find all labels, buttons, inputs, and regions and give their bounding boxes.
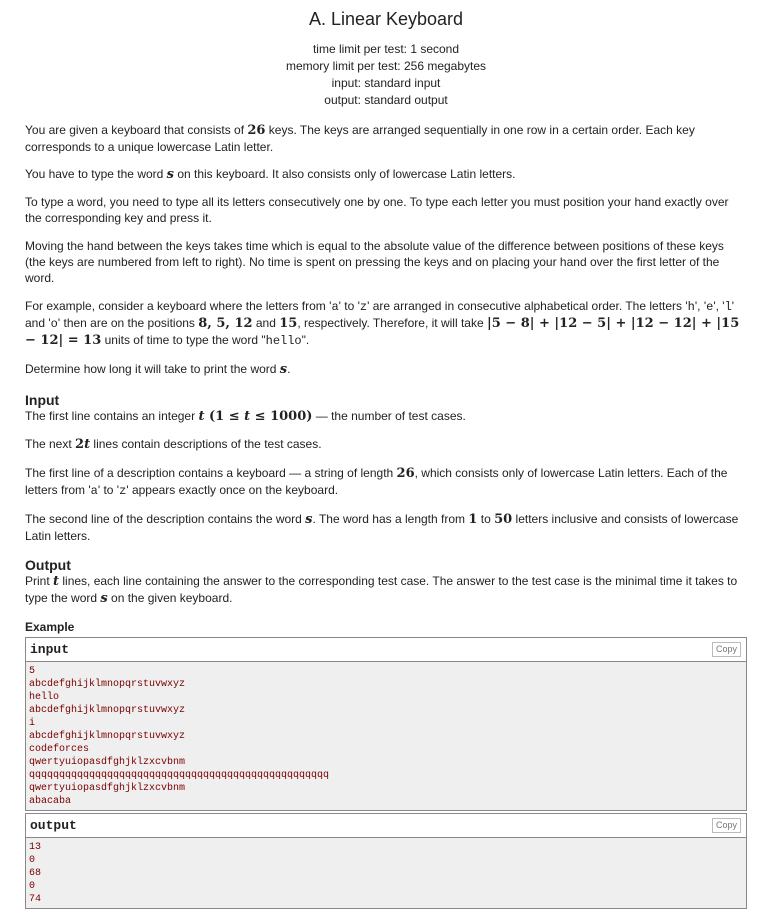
sample-output-label: output — [30, 818, 77, 833]
sample-input-content: 5 abcdefghijklmnopqrstuvwxyz hello abcdefghijklmnopqrstuvwxyz i abcdefghijklmnopqrstuvwxyz codeforces qwertyuiopasdfghjklzxcvbnm qqqqqqqqqqqqqqqqqqqqqqqqqqqqqqqqqqqqqqqqqqqqqqqqqq qwertyuiopasdfghjklzxcvbnm abacaba — [29, 666, 330, 807]
output-file: output: standard output — [324, 93, 448, 107]
legend-paragraph-2: You have to type the word s on this keyboard. It also consists only of lowercase Latin letters. — [25, 167, 516, 182]
output-section-title: Output — [25, 557, 71, 573]
input-paragraph-3: The first line of a description contains a keyboard — a string of length 26, which consists only of lowercase Latin letters. Each of the letters from 'a' to 'z' appears exactly once on the keyboard. — [25, 466, 728, 498]
sample-input-box — [25, 637, 747, 811]
time-limit: time limit per test: 1 second — [312, 42, 460, 56]
legend — [25, 122, 747, 378]
sample-output-header — [26, 814, 746, 838]
sample-input-label: input — [30, 642, 70, 657]
sample-tests — [25, 619, 747, 909]
problem-header — [25, 0, 747, 109]
input-specification — [25, 392, 747, 544]
legend-paragraph-4: Moving the hand between the keys takes time which is equal to the absolute value of the difference between positions of these keys (the keys are numbered from left to right). No time is spent on pressing the keys and on placing your hand over the first letter of the word. — [25, 239, 724, 285]
sample-output-box — [25, 813, 747, 909]
example-title: Example — [25, 620, 75, 634]
legend-paragraph-5: For example, consider a keyboard where the letters from 'a' to 'z' are arranged in consecutive alphabetical order. The letters 'h', 'e', 'l' and 'o' then are on the positions 8, 5, 12 and 15, respectively. Therefore, it will take |5 − 8| + |12 − 5| + |12 − 12| + |15 − 12| = 13 units of time to type the word "hello". — [25, 299, 740, 348]
problem-title: A. Linear Keyboard — [308, 9, 464, 29]
legend-paragraph-1: You are given a keyboard that consists of 26 keys. The keys are arranged sequentially in one row in a certain order. Each key corresponds to a unique lowercase Latin letter. — [25, 123, 695, 154]
input-paragraph-2: The next 2t lines contain descriptions of the test cases. — [25, 437, 322, 452]
problem-statement — [25, 0, 747, 909]
input-section-title: Input — [25, 392, 60, 408]
copy-output-button[interactable]: Copy — [712, 818, 741, 833]
legend-paragraph-3: To type a word, you need to type all its letters consecutively one by one. To type each letter you must position your hand exactly over the corresponding key and press it. — [25, 195, 729, 225]
input-paragraph-1: The first line contains an integer t (1 ≤ t ≤ 1000) — the number of test cases. — [25, 409, 466, 424]
copy-input-button[interactable]: Copy — [712, 642, 741, 657]
output-specification — [25, 557, 747, 607]
sample-output-content: 13 0 68 0 74 — [29, 842, 42, 905]
memory-limit: memory limit per test: 256 megabytes — [285, 59, 487, 73]
output-paragraph-1: Print t lines, each line containing the answer to the corresponding test case. The answer to the test case is the minimal time it takes to type the word s on the given keyboard. — [25, 574, 738, 606]
legend-paragraph-6: Determine how long it will take to print the word s. — [25, 362, 291, 377]
input-file: input: standard input — [331, 76, 441, 90]
input-paragraph-4: The second line of the description contains the word s. The word has a length from 1 to 50 letters inclusive and consists of lowercase Latin letters. — [25, 512, 739, 543]
sample-input-header — [26, 638, 746, 662]
